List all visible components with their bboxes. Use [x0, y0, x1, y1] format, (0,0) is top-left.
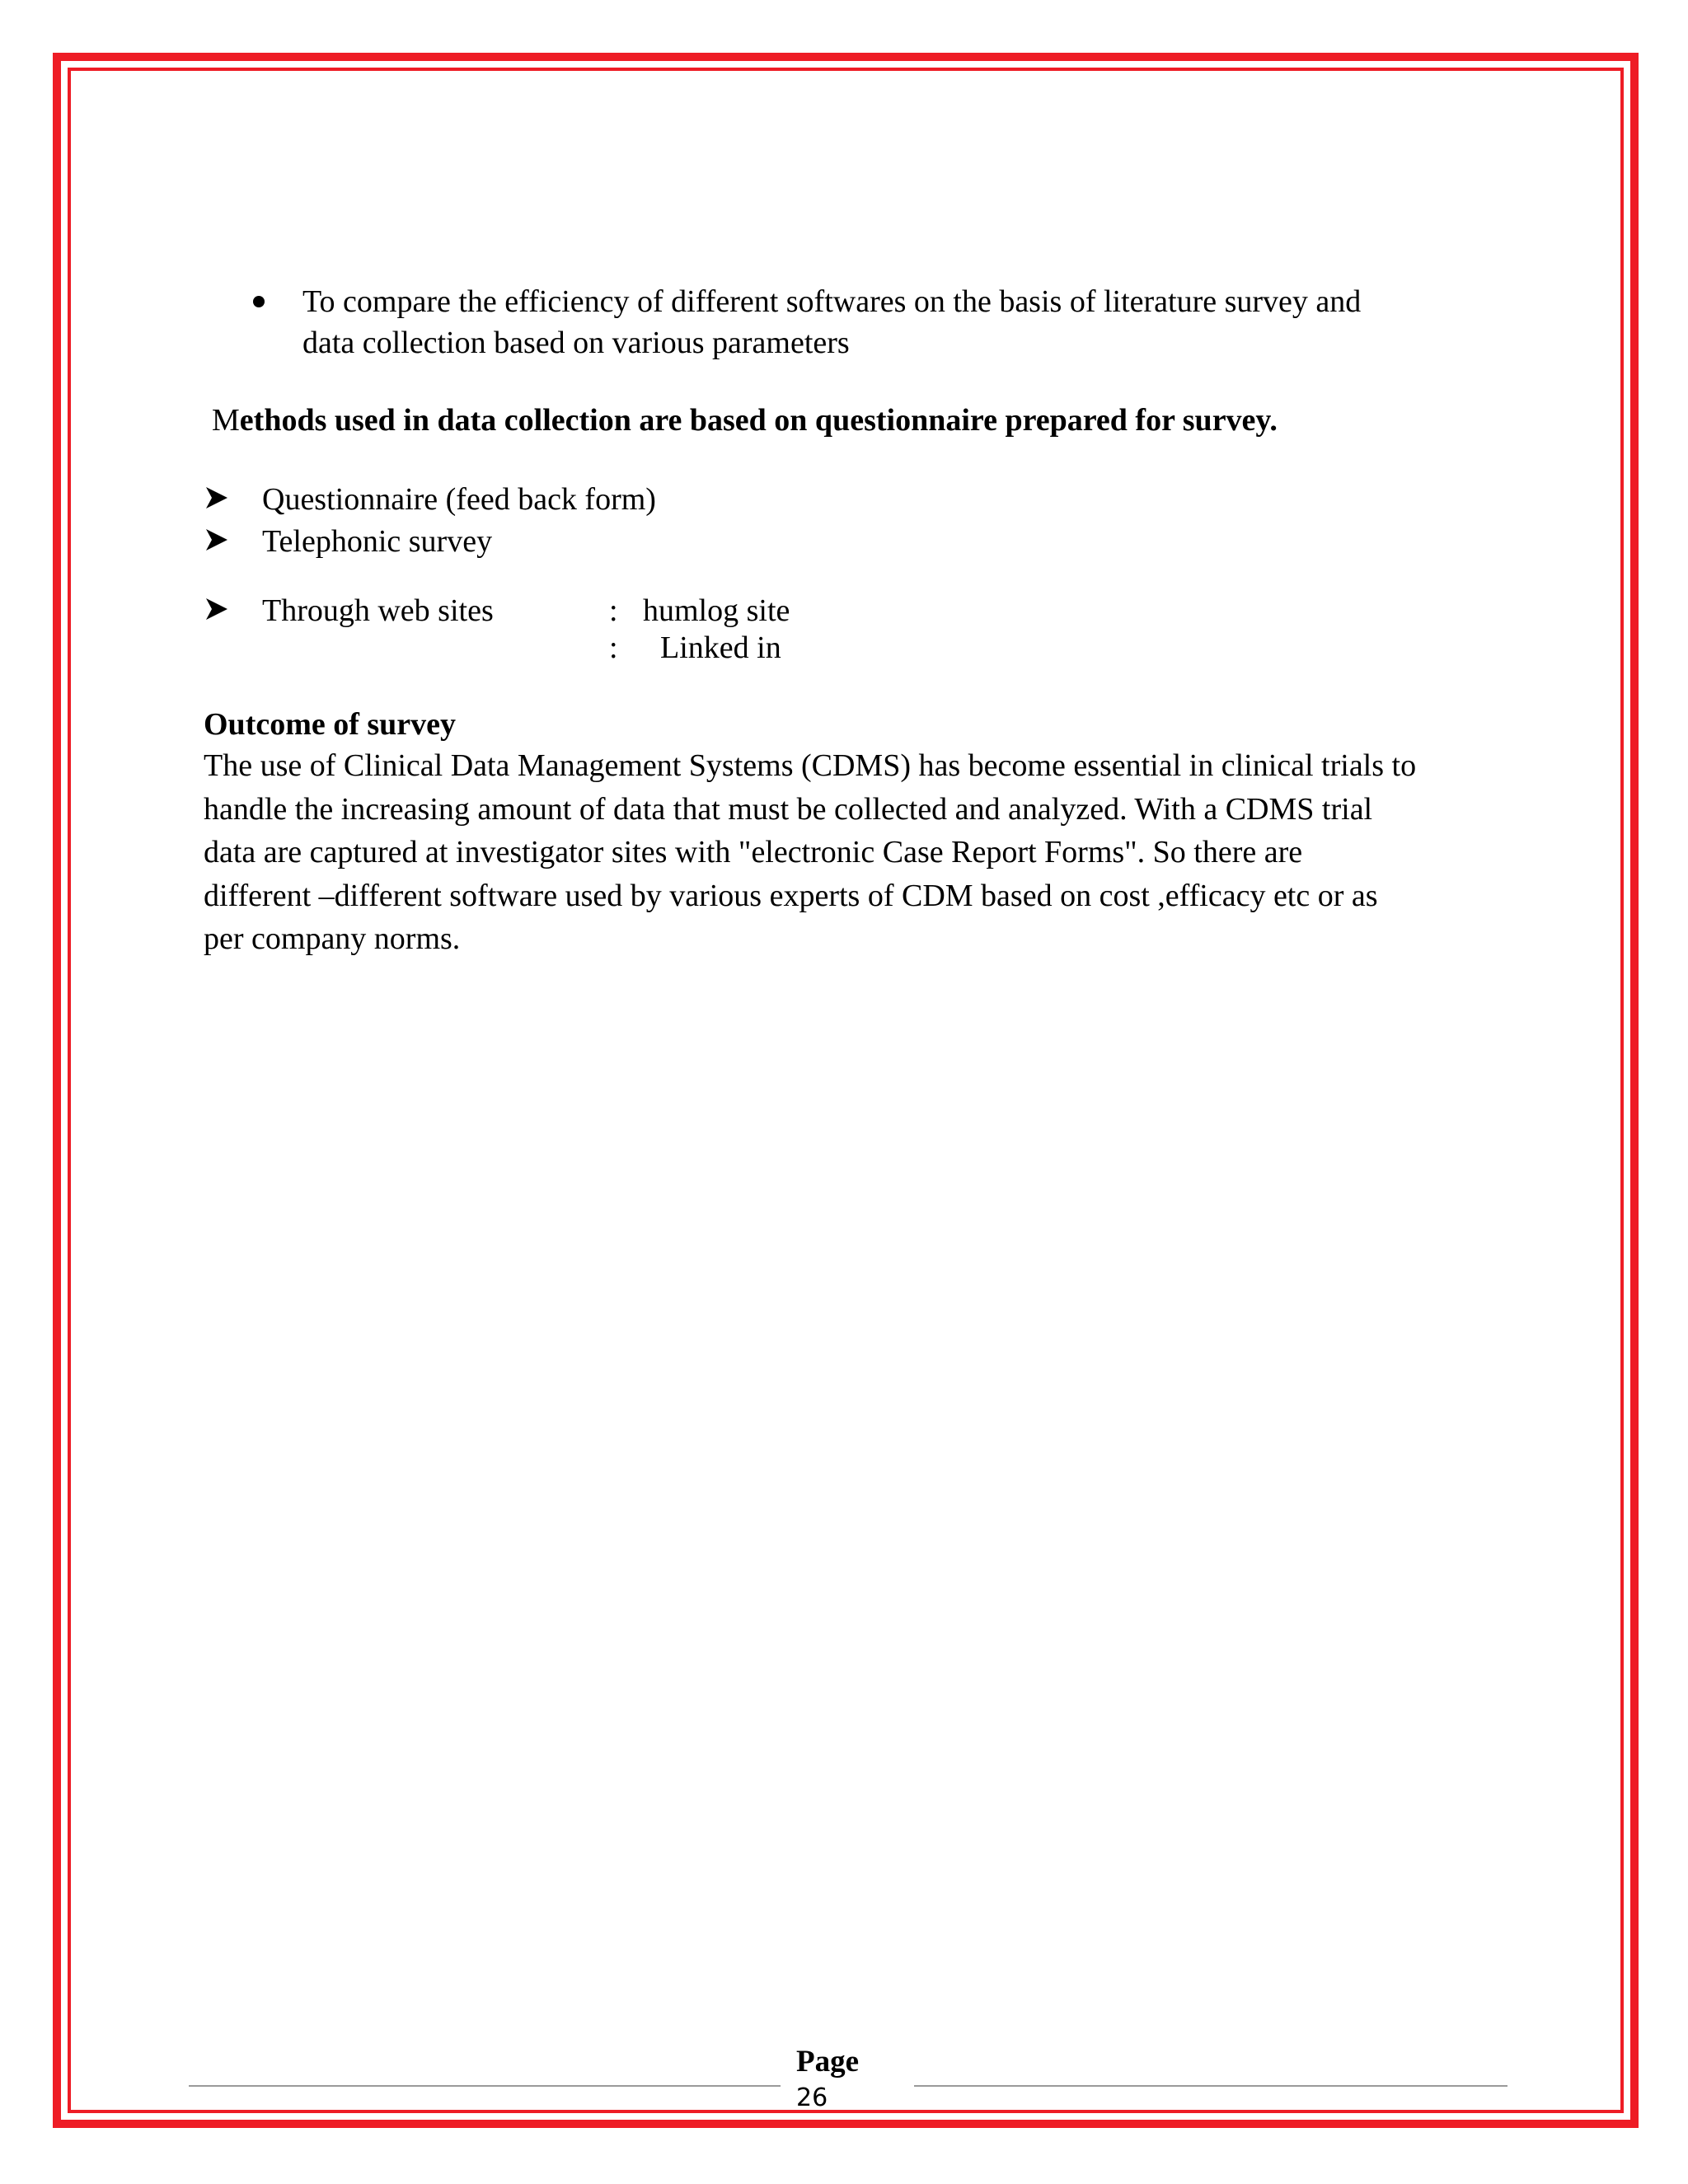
- methods-heading-text: ethods used in data collection are based on questionnaire prepared for survey.: [239, 403, 1278, 438]
- method-web-sites: Through web sites: [262, 593, 494, 628]
- outcome-paragraph: [204, 744, 1506, 961]
- objective-line-2: data collection based on various parameters: [302, 326, 850, 360]
- method-questionnaire: Questionnaire (feed back form): [262, 482, 656, 517]
- arrowhead-right-icon: [204, 597, 229, 621]
- footer-rule-left: [189, 2085, 781, 2087]
- method-telephonic: Telephonic survey: [262, 524, 493, 559]
- page-label: Page: [796, 2045, 860, 2079]
- page-number: 26: [796, 2083, 828, 2112]
- site-humlog: humlog site: [643, 593, 790, 628]
- objective-line-1: To compare the efficiency of different softwares on the basis of literature survey and: [302, 284, 1362, 319]
- outcome-line: different –different software used by various experts of CDM based on cost ,efficacy etc or as: [204, 878, 1378, 913]
- outcome-line: The use of Clinical Data Management Systems (CDMS) has become essential in clinical trials to: [204, 748, 1417, 783]
- arrowhead-right-icon: [204, 485, 229, 510]
- footer-rule-right: [914, 2085, 1507, 2087]
- outcome-line: per company norms.: [204, 921, 461, 956]
- outcome-line: data are captured at investigator sites with "electronic Case Report Forms". So there are: [204, 835, 1303, 869]
- page-border-inner: [68, 68, 1624, 2113]
- outcome-line: handle the increasing amount of data that must be collected and analyzed. With a CDMS trial: [204, 791, 1373, 827]
- arrowhead-right-icon: [204, 527, 229, 552]
- site-linkedin: Linked in: [660, 630, 781, 665]
- outcome-heading: Outcome of survey: [204, 707, 457, 742]
- site-separator: :: [609, 593, 618, 628]
- bullet-dot-icon: [253, 296, 265, 307]
- methods-heading: [212, 399, 1278, 442]
- site-separator: :: [609, 630, 618, 665]
- methods-heading-initial: M: [212, 403, 240, 438]
